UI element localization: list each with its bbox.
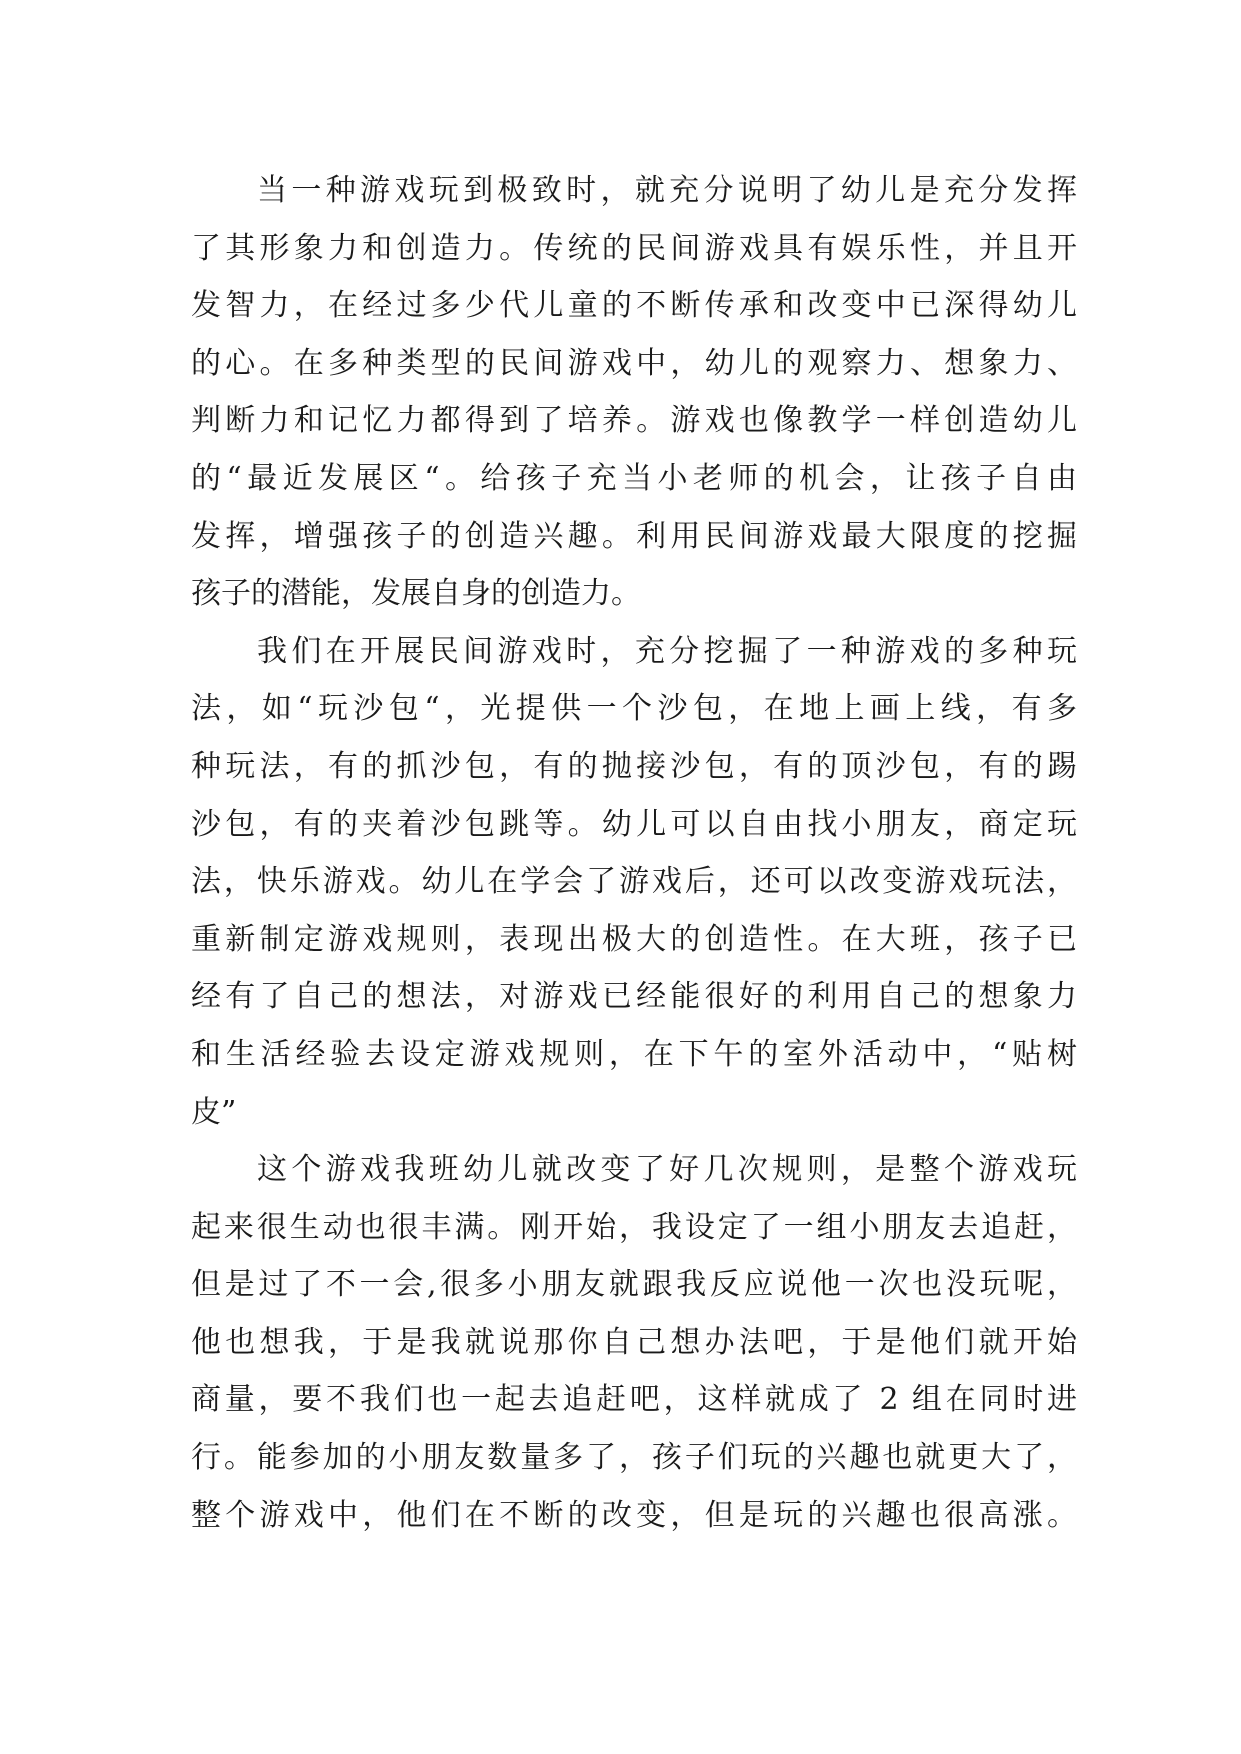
paragraph-1 [191,162,1077,623]
text-line: 经有了自己的想法，对游戏已经能很好的利用自己的想象力 [191,979,1077,1015]
document-body [191,162,1077,1544]
text-line: 的心。在多种类型的民间游戏中，幼儿的观察力、想象力、 [191,345,1077,381]
text-line: 法，如“玩沙包“，光提供一个沙包，在地上画上线，有多 [191,691,1077,727]
text-line: 沙包，有的夹着沙包跳等。幼儿可以自由找小朋友，商定玩 [191,806,1077,842]
paragraph-2 [191,623,1077,1141]
paragraph-3 [191,1141,1077,1544]
text-line: 但是过了不一会,很多小朋友就跟我反应说他一次也没玩呢， [191,1267,1077,1303]
text-line: 的“最近发展区“。给孩子充当小老师的机会，让孩子自由 [191,460,1077,496]
text-line: 重新制定游戏规则，表现出极大的创造性。在大班，孩子已 [191,921,1077,957]
text-line: 判断力和记忆力都得到了培养。游戏也像教学一样创造幼儿 [191,403,1077,439]
text-line: 孩子的潜能，发展自身的创造力。 [191,576,641,612]
text-line: 皮” [191,1094,237,1130]
text-line: 商量，要不我们也一起去追赶吧，这样就成了 2 组在同时进 [191,1382,1077,1418]
text-line: 当一种游戏玩到极致时，就充分说明了幼儿是充分发挥 [257,173,1077,208]
text-line: 他也想我，于是我就说那你自己想办法吧，于是他们就开始 [191,1324,1077,1360]
text-line: 起来很生动也很丰满。刚开始，我设定了一组小朋友去追赶， [191,1209,1077,1245]
text-line: 这个游戏我班幼儿就改变了好几次规则，是整个游戏玩 [257,1152,1077,1188]
text-line: 种玩法，有的抓沙包，有的抛接沙包，有的顶沙包，有的踢 [191,748,1077,784]
text-line: 发挥，增强孩子的创造兴趣。利用民间游戏最大限度的挖掘 [191,518,1077,554]
text-line: 我们在开展民间游戏时，充分挖掘了一种游戏的多种玩 [257,633,1077,669]
text-line: 发智力，在经过多少代儿童的不断传承和改变中已深得幼儿 [191,288,1077,324]
text-line: 和生活经验去设定游戏规则，在下午的室外活动中，“贴树 [191,1036,1077,1072]
text-line: 行。能参加的小朋友数量多了，孩子们玩的兴趣也就更大了， [191,1440,1077,1476]
text-line: 了其形象力和创造力。传统的民间游戏具有娱乐性，并且开 [191,230,1077,266]
text-line: 法，快乐游戏。幼儿在学会了游戏后，还可以改变游戏玩法， [191,864,1077,900]
text-line: 整个游戏中，他们在不断的改变，但是玩的兴趣也很高涨。 [191,1497,1077,1533]
